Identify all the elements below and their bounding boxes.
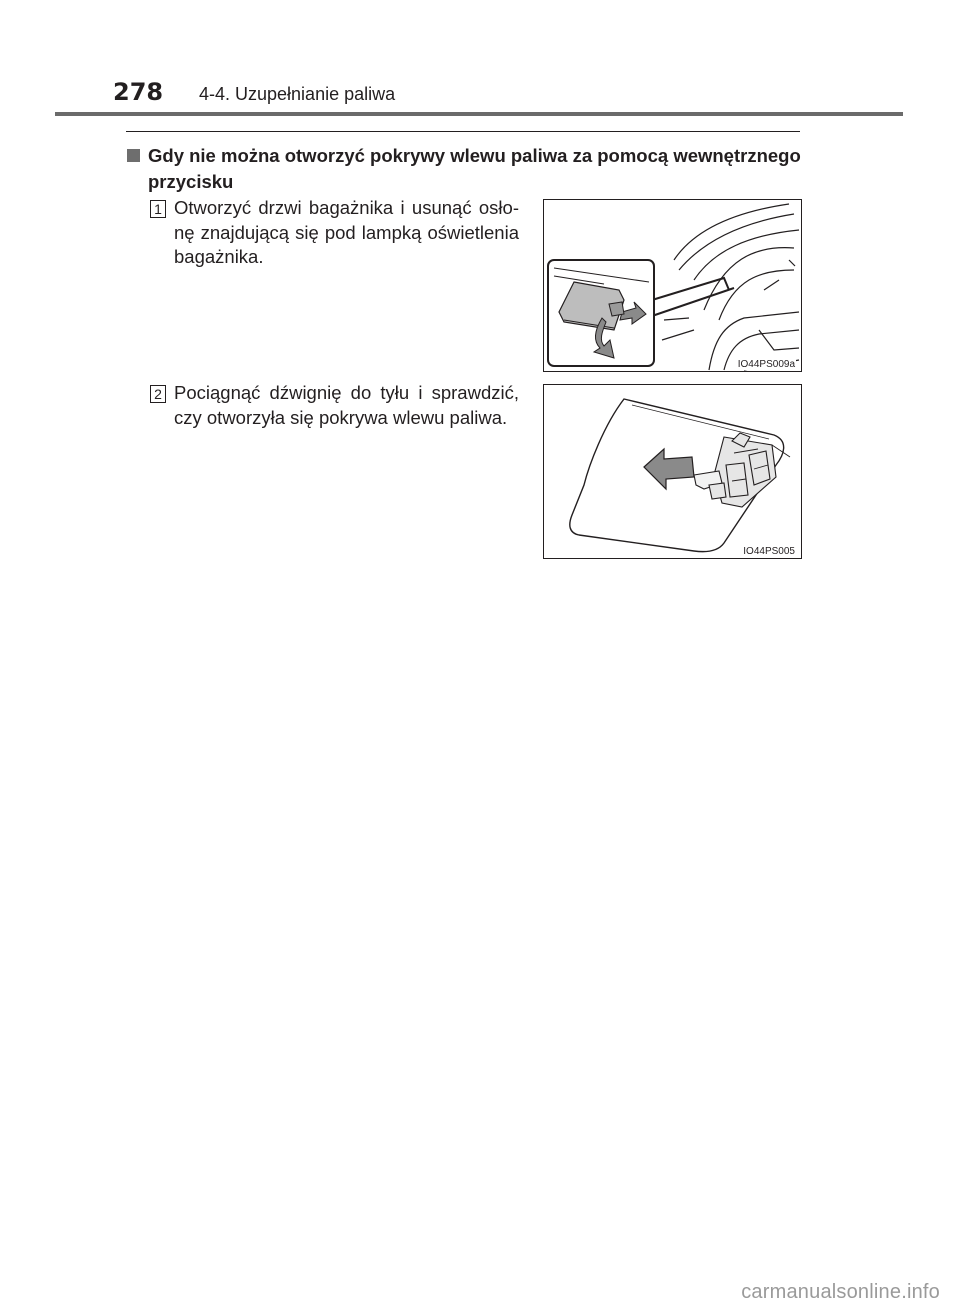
header-rule [55, 112, 903, 116]
section-title: 4-4. Uzupełnianie paliwa [199, 84, 396, 104]
lever-illustration [544, 385, 801, 558]
trunk-illustration [544, 200, 801, 371]
page-number: 278 [113, 78, 164, 106]
figure-code-2: IO44PS005 [743, 546, 795, 557]
section-heading: Gdy nie można otworzyć pokrywy wlewu paliwa za pomocą wewnętrznego przycisku [148, 145, 801, 192]
step-number-1: 1 [150, 200, 166, 218]
figure-code-1: IO44PS009a [737, 359, 795, 370]
watermark[interactable]: carmanualsonline.info [741, 1281, 940, 1303]
figure-fuel-lid-lever [543, 384, 802, 559]
step-text-2: Pociągnąć dźwignię do tyłu i sprawdzić, czy otworzyła się pokrywa wlewu paliwa. [174, 382, 519, 428]
figure-trunk-cover [543, 199, 802, 372]
step-number-2: 2 [150, 385, 166, 403]
section-rule [126, 131, 800, 132]
step-text-1: Otworzyć drzwi bagażnika i usunąć osło-nę znajdującą się pod lampką oświetlenia bagażnika. [174, 197, 519, 267]
square-bullet-icon [127, 149, 140, 162]
